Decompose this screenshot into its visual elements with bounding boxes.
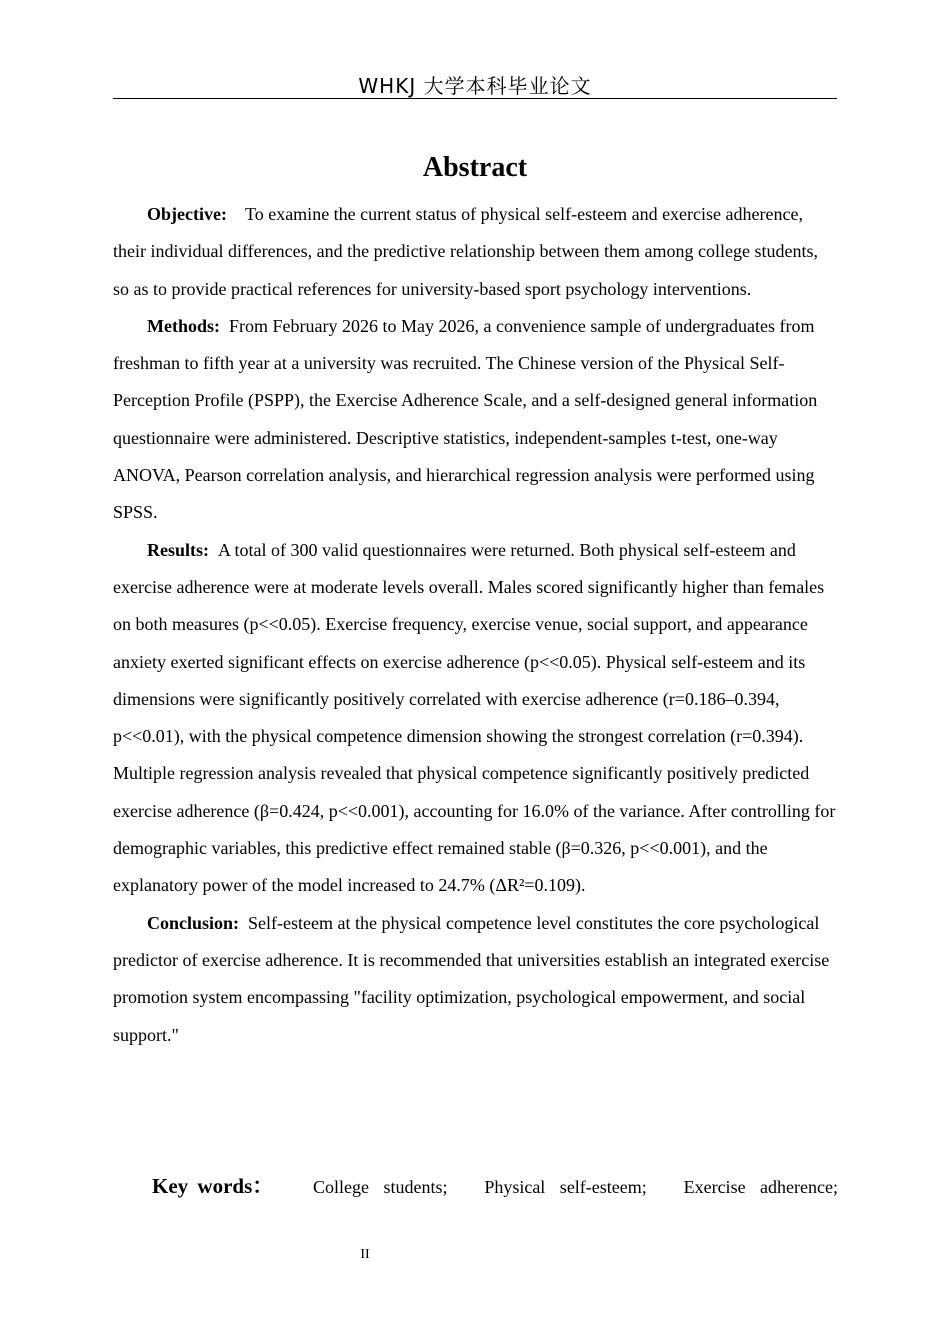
running-header-title: WHKJ 大学本科毕业论文: [358, 74, 592, 98]
results-label: Results:: [147, 539, 209, 560]
results-paragraph: [113, 532, 837, 905]
keyword-item: College students;: [313, 1177, 448, 1197]
abstract-body: [113, 196, 837, 1054]
conclusion-label: Conclusion:: [147, 912, 240, 933]
keyword-item: Exercise adherence;: [683, 1177, 838, 1197]
methods-label: Methods:: [147, 315, 220, 336]
objective-label: Objective:: [147, 204, 227, 224]
keywords-list: [313, 1177, 838, 1198]
objective-paragraph: [113, 196, 837, 308]
keyword-item: Physical self-esteem;: [484, 1177, 647, 1197]
methods-text: From February 2026 to May 2026, a convenience sample of undergraduates from freshman to fifth year at a university was recruited. The Chinese version of the Physical Self-Perception Profile (PSPP), the Exercise Adherence Scale, and a self-designed general information questionnaire were administered. Descriptive statistics, independent-samples t-test, one-way ANOVA, Pearson correlation analysis, and hierarchical regression analysis were performed using SPSS.: [113, 315, 818, 523]
conclusion-text: Self-esteem at the physical competence level constitutes the core psychological predictor of exercise adherence. It is recommended that universities establish an integrated exercise promotion system encompassing "facility optimization, psychological empowerment, and social support.": [113, 912, 830, 1045]
keywords-label: Key words：: [152, 1174, 274, 1198]
objective-text: To examine the current status of physical self-esteem and exercise adherence, their individual differences, and the predictive relationship between them among college students, so as to provide practical references for university-based sport psychology interventions.: [113, 204, 818, 299]
results-text: A total of 300 valid questionnaires were returned. Both physical self-esteem and exercise adherence were at moderate levels overall. Males scored significantly higher than females on both measures (p<<0.05). Exercise frequency, exercise venue, social support, and appearance anxiety exerted significant effects on exercise adherence (p<<0.05). Physical self-esteem and its dimensions were significantly positively correlated with exercise adherence (r=0.186–0.394, p<<0.01), with the physical competence dimension showing the strongest correlation (r=0.394). Multiple regression analysis revealed that physical competence significantly positively predicted exercise adherence (β=0.424, p<<0.001), accounting for 16.0% of the variance. After controlling for demographic variables, this predictive effect remained stable (β=0.326, p<<0.001), and the explanatory power of the model increased to 24.7% (ΔR²=0.109).: [113, 539, 836, 896]
page-number: II: [360, 1247, 370, 1262]
conclusion-paragraph: [113, 905, 837, 1054]
keywords-line: [152, 1170, 838, 1200]
header-rule: [113, 98, 837, 99]
abstract-heading: Abstract: [422, 152, 528, 183]
methods-paragraph: [113, 308, 837, 532]
